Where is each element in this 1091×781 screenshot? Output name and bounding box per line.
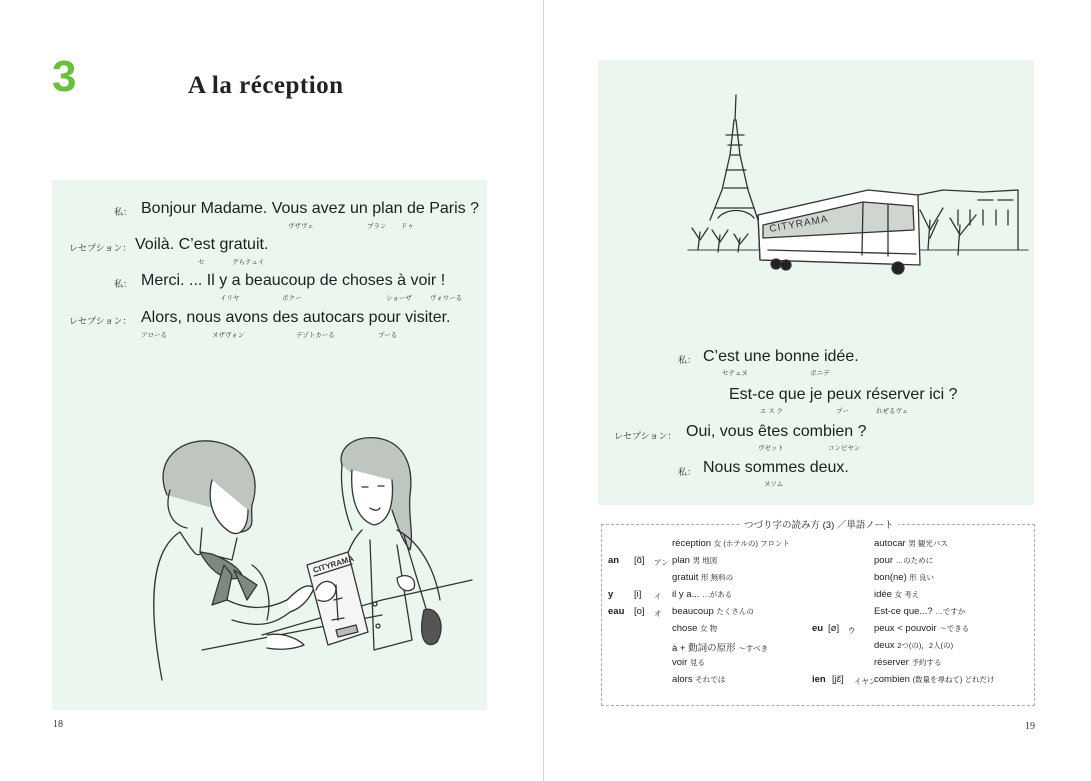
speaker-label: 私： xyxy=(678,355,697,365)
kana-reading: コンビヤン xyxy=(828,445,861,452)
vocab-word: alors xyxy=(672,674,693,685)
kana-reading: ショーザ xyxy=(386,295,412,302)
vocab-word: peux < pouvoir xyxy=(874,623,937,634)
kana-reading: れぜるヴェ xyxy=(876,408,909,415)
page-number-right: 19 xyxy=(1025,721,1035,732)
vocab-entry xyxy=(874,589,919,600)
vocab-word: pour xyxy=(874,555,894,566)
vocab-word: idée xyxy=(874,589,892,600)
spelling-letters: y xyxy=(608,589,614,600)
vocab-entry xyxy=(672,657,705,668)
vocab-word: deux xyxy=(874,640,895,651)
vocab-entry xyxy=(672,555,717,566)
kana-reading: ドゥ xyxy=(401,223,414,230)
spelling-letters: an xyxy=(608,555,620,566)
vocab-entry xyxy=(874,606,965,617)
speaker-label: レセプション： xyxy=(614,431,677,441)
vocab-word: à + 動詞の原形 xyxy=(672,643,736,654)
spelling-kana: イヤン xyxy=(854,677,877,686)
kana-reading: プー xyxy=(836,408,849,415)
spelling-letters: ien xyxy=(812,674,826,685)
dialogue-text: Bonjour Madame. Vous avez un plan de Paris ? xyxy=(141,200,479,217)
kana-reading: ヴォワーる xyxy=(430,295,463,302)
kana-reading: ボクー xyxy=(282,295,302,302)
vocab-gloss: 女 (ホテルの) フロント xyxy=(713,539,791,548)
vocab-gloss: 女 考え xyxy=(894,590,920,599)
speaker-label: 私： xyxy=(678,467,697,477)
chapter-number: 3 xyxy=(52,52,77,101)
kana-reading: グらテュイ xyxy=(232,259,265,266)
left-page xyxy=(0,0,544,781)
vocab-word: chose xyxy=(672,623,698,634)
kana-reading: ヴザヴェ xyxy=(288,223,314,230)
vocab-entry xyxy=(672,640,768,654)
kana-reading: エ ス ク xyxy=(760,408,784,415)
vocab-gloss: 形 無料の xyxy=(701,573,734,582)
vocab-gloss: ～すべき xyxy=(738,644,769,653)
vocab-entry xyxy=(874,623,969,634)
bus-sign: CITYRAMA xyxy=(768,213,830,235)
spelling-kana: オ xyxy=(654,609,662,618)
speaker-label: レセプション： xyxy=(69,243,132,253)
vocab-word: réserver xyxy=(874,657,909,668)
paris-bus-illustration xyxy=(598,60,1034,300)
vocab-word: gratuit xyxy=(672,572,699,583)
vocab-entry xyxy=(672,572,733,583)
vocab-gloss: 男 観光バス xyxy=(908,539,948,548)
spelling-kana: ウ xyxy=(848,626,856,635)
vocab-gloss: 2つ(の)，2人(の) xyxy=(897,641,954,650)
vocab-entry xyxy=(874,674,994,685)
vocab-entry xyxy=(874,555,933,566)
dialogue-text: Voilà. C’est gratuit. xyxy=(135,236,269,253)
vocab-gloss: …のために xyxy=(895,556,934,565)
vocab-word: Est-ce que...? xyxy=(874,606,933,617)
vocab-word: réception xyxy=(672,538,712,549)
kana-reading: プラン xyxy=(367,223,387,230)
dialogue-panel-left xyxy=(52,180,487,710)
right-page xyxy=(544,0,1091,781)
chapter-title: A la réception xyxy=(188,72,344,99)
vocab-word: plan xyxy=(672,555,690,566)
vocab-gloss: 見る xyxy=(689,658,705,667)
vocab-gloss: 女 物 xyxy=(700,624,718,633)
kana-reading: ヴゼット xyxy=(758,445,784,452)
vocab-entry xyxy=(672,674,725,685)
kana-reading: アローる xyxy=(141,332,167,339)
kana-reading: デゾトカーる xyxy=(296,332,335,339)
dialogue-panel-right xyxy=(598,60,1034,505)
vocab-word: il y a... xyxy=(672,589,700,600)
brochure-sign: CITYRAMA xyxy=(311,553,355,575)
vocab-word: bon(ne) xyxy=(874,572,907,583)
vocab-entry xyxy=(672,623,717,634)
vocab-gloss: (数量を尋ねて) どれだけ xyxy=(912,675,995,684)
vocab-entry xyxy=(874,538,948,549)
spelling-ipa: [o] xyxy=(634,606,645,617)
spelling-letters: eau xyxy=(608,606,625,617)
kana-reading: セテュヌ xyxy=(722,370,748,377)
vocab-entry xyxy=(874,572,934,583)
kana-reading: ヌソム xyxy=(764,481,784,488)
reception-illustration xyxy=(52,180,487,710)
vocab-gloss: …がある xyxy=(702,590,733,599)
vocab-gloss: たくさんの xyxy=(716,607,754,616)
vocab-entry xyxy=(874,640,953,651)
kana-reading: ボニデ xyxy=(810,370,830,377)
vocab-gloss: ～できる xyxy=(939,624,970,633)
vocabulary-box xyxy=(601,520,1035,706)
vocab-word: autocar xyxy=(874,538,906,549)
dialogue-text: C’est une bonne idée. xyxy=(703,348,859,365)
vocab-heading: つづり字の読み方 (3) ／単語ノート xyxy=(740,517,898,531)
vocab-entry xyxy=(672,538,790,549)
dialogue-text: Alors, nous avons des autocars pour visiter. xyxy=(141,309,451,326)
kana-reading: セ xyxy=(198,259,205,266)
spelling-ipa: [jɛ̃] xyxy=(832,674,844,685)
speaker-label: 私： xyxy=(114,279,133,289)
vocab-word: voir xyxy=(672,657,688,668)
vocab-entry xyxy=(874,657,941,668)
kana-reading: ヌザヴォン xyxy=(212,332,245,339)
dialogue-text: Oui, vous êtes combien ? xyxy=(686,423,867,440)
spelling-kana: イ xyxy=(654,592,662,601)
spelling-ipa: [ɑ̃] xyxy=(634,555,645,566)
dialogue-text: Nous sommes deux. xyxy=(703,459,849,476)
vocab-gloss: 予約する xyxy=(911,658,942,667)
vocab-gloss: 形 良い xyxy=(909,573,934,582)
kana-reading: プーる xyxy=(378,332,398,339)
spelling-ipa: [i] xyxy=(634,589,642,600)
vocab-word: combien xyxy=(874,674,910,685)
dialogue-text: Est-ce que je peux réserver ici ? xyxy=(729,386,958,403)
kana-reading: イリヤ xyxy=(220,295,240,302)
spelling-ipa: [ø] xyxy=(828,623,840,634)
spelling-kana: アン xyxy=(654,558,669,567)
spelling-letters: eu xyxy=(812,623,824,634)
vocab-gloss: …ですか xyxy=(935,607,966,616)
dialogue-text: Merci. ... Il y a beaucoup de choses à voir ! xyxy=(141,272,446,289)
page-number-left: 18 xyxy=(53,719,63,730)
vocab-word: beaucoup xyxy=(672,606,714,617)
vocab-gloss: それでは xyxy=(695,675,726,684)
speaker-label: 私： xyxy=(114,207,133,217)
vocab-entry xyxy=(672,589,732,600)
vocab-gloss: 男 地図 xyxy=(692,556,718,565)
speaker-label: レセプション： xyxy=(69,316,132,326)
vocab-entry xyxy=(672,606,754,617)
